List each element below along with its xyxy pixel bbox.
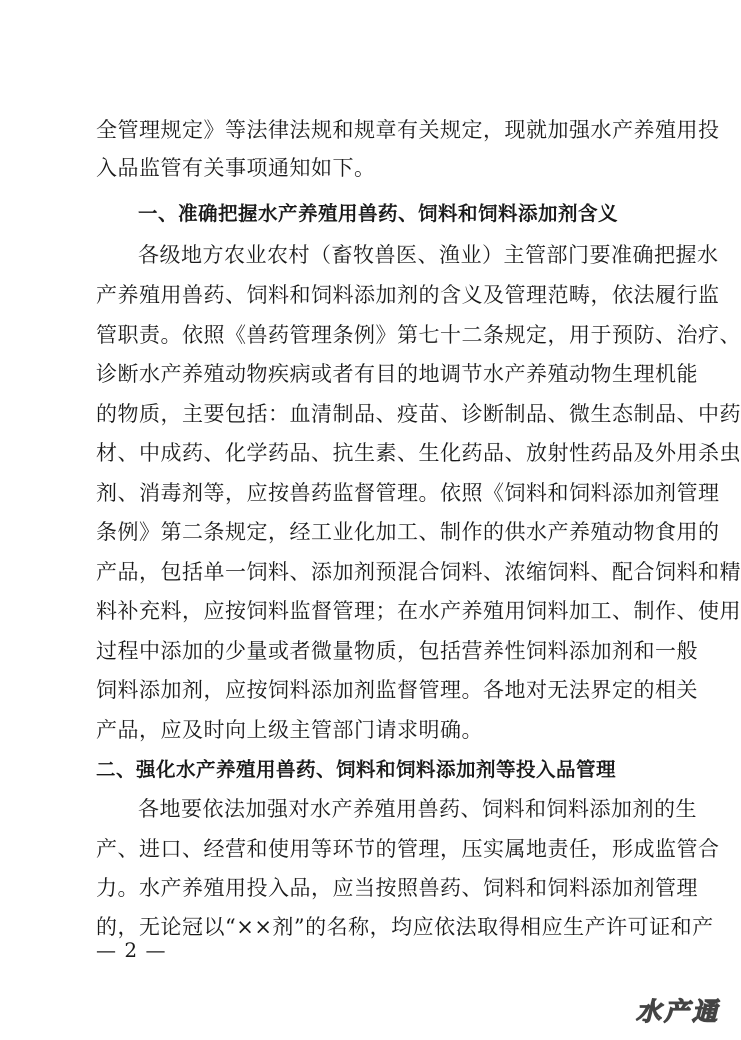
body-line: 力。水产养殖用投入品，应当按照兽药、饲料和饲料添加剂管理 [96, 876, 698, 900]
body-line: 条例》第二条规定，经工业化加工、制作的供水产养殖动物食用的 [96, 520, 720, 544]
body-line: 各级地方农业农村（畜牧兽医、渔业）主管部门要准确把握水 [138, 243, 719, 267]
body-line: 剂、消毒剂等，应按兽药监督管理。依照《饲料和饲料添加剂管理 [96, 481, 720, 505]
body-line: 过程中添加的少量或者微量物质，包括营养性饲料添加剂和一般 [96, 639, 698, 663]
body-line: 产、进口、经营和使用等环节的管理，压实属地责任，形成监管合 [96, 837, 720, 861]
body-line: 材、中成药、化学药品、抗生素、生化药品、放射性药品及外用杀虫 [96, 441, 741, 465]
body-line: 管职责。依照《兽药管理条例》第七十二条规定，用于预防、治疗、 [96, 323, 741, 347]
body-line: 料补充料，应按饲料监督管理；在水产养殖用饲料加工、制作、使用 [96, 599, 741, 623]
body-line: 各地要依法加强对水产养殖用兽药、饲料和饲料添加剂的生 [138, 797, 697, 821]
body-line: 产品，应及时向上级主管部门请求明确。 [96, 718, 483, 742]
body-line: 入品监管有关事项通知如下。 [96, 156, 376, 180]
body-line: 饲料添加剂，应按饲料添加剂监督管理。各地对无法界定的相关 [96, 678, 698, 702]
section-heading-2: 二、强化水产养殖用兽药、饲料和饲料添加剂等投入品管理 [96, 758, 617, 781]
body-line: 全管理规定》等法律法规和规章有关规定，现就加强水产养殖用投 [96, 118, 720, 142]
body-line: 的，无论冠以“××剂”的名称，均应依法取得相应生产许可证和产 [96, 915, 714, 939]
body-line: 产品，包括单一饲料、添加剂预混合饲料、浓缩饲料、配合饲料和精 [96, 560, 741, 584]
body-line: 产养殖用兽药、饲料和饲料添加剂的含义及管理范畴，依法履行监 [96, 283, 720, 307]
body-line: 的物质，主要包括：血清制品、疫苗、诊断制品、微生态制品、中药 [96, 402, 741, 426]
page-number: — 2 — [96, 938, 167, 962]
section-heading-1: 一、准确把握水产养殖用兽药、饲料和饲料添加剂含义 [138, 202, 619, 225]
body-line: 诊断水产养殖动物疾病或者有目的地调节水产养殖动物生理机能 [96, 362, 698, 386]
watermark-logo: 水产通 [635, 997, 720, 1026]
